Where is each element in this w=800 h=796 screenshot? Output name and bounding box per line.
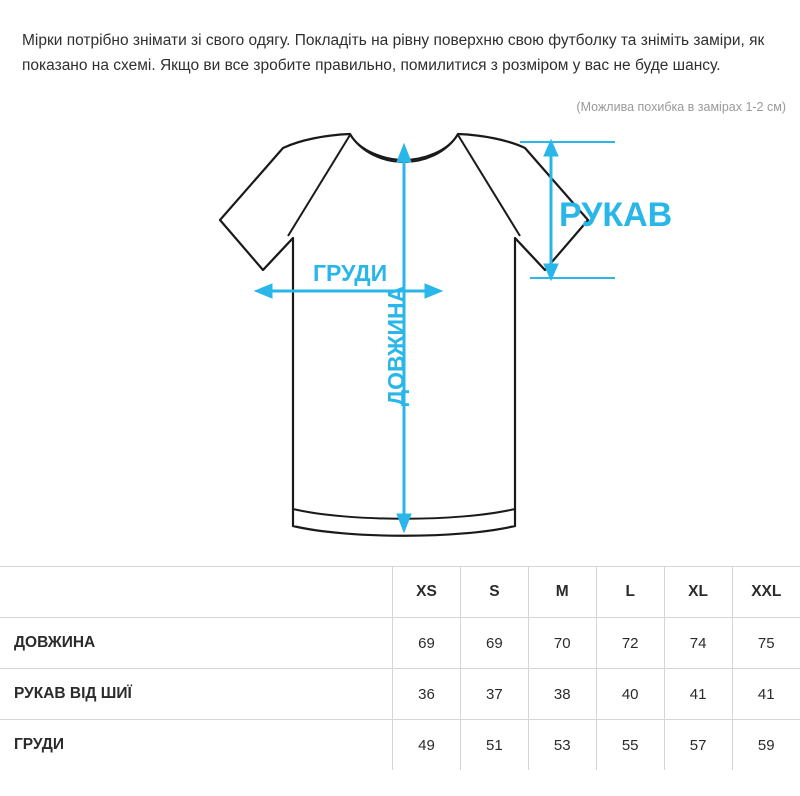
size-table — [0, 566, 800, 770]
cell-sleeve-xs: 36 — [393, 669, 461, 720]
table-row — [0, 720, 800, 771]
cell-length-xxl: 75 — [732, 618, 800, 669]
table-header-l: L — [596, 567, 664, 618]
table-row — [0, 618, 800, 669]
cell-length-m: 70 — [528, 618, 596, 669]
measurement-tolerance-note: (Можлива похибка в замірах 1-2 см) — [576, 100, 786, 114]
cell-sleeve-xxl: 41 — [732, 669, 800, 720]
length-label: ДОВЖИНА — [383, 285, 409, 407]
cell-length-xl: 74 — [664, 618, 732, 669]
chest-label: ГРУДИ — [313, 260, 388, 286]
table-header-row — [0, 567, 800, 618]
table-header-xs: XS — [393, 567, 461, 618]
cell-chest-m: 53 — [528, 720, 596, 771]
table-header-s: S — [460, 567, 528, 618]
cell-length-xs: 69 — [393, 618, 461, 669]
cell-chest-xs: 49 — [393, 720, 461, 771]
cell-length-l: 72 — [596, 618, 664, 669]
row-label-chest: ГРУДИ — [0, 720, 393, 771]
cell-sleeve-l: 40 — [596, 669, 664, 720]
tshirt-measurement-diagram — [0, 126, 800, 566]
cell-sleeve-m: 38 — [528, 669, 596, 720]
cell-chest-xxl: 59 — [732, 720, 800, 771]
row-label-sleeve: РУКАВ ВІД ШИЇ — [0, 669, 393, 720]
cell-sleeve-s: 37 — [460, 669, 528, 720]
cell-chest-xl: 57 — [664, 720, 732, 771]
row-label-length: ДОВЖИНА — [0, 618, 393, 669]
intro-paragraph: Мірки потрібно знімати зі свого одягу. Покладіть на рівну поверхню свою футболку та зніміть заміри, як показано на схемі. Якщо ви все зробите правильно, помилитися з розміром у вас не буде шансу. — [22, 31, 765, 74]
chest-arrow-left — [255, 284, 272, 298]
sleeve-label: РУКАВ — [559, 196, 673, 234]
table-header-xxl: XXL — [732, 567, 800, 618]
cell-chest-s: 51 — [460, 720, 528, 771]
table-row — [0, 669, 800, 720]
cell-length-s: 69 — [460, 618, 528, 669]
length-arrow-up — [397, 144, 411, 162]
table-header-xl: XL — [664, 567, 732, 618]
cell-chest-l: 55 — [596, 720, 664, 771]
cell-sleeve-xl: 41 — [664, 669, 732, 720]
table-header-m: M — [528, 567, 596, 618]
table-corner-cell — [0, 567, 393, 618]
size-table-wrapper — [0, 566, 800, 770]
